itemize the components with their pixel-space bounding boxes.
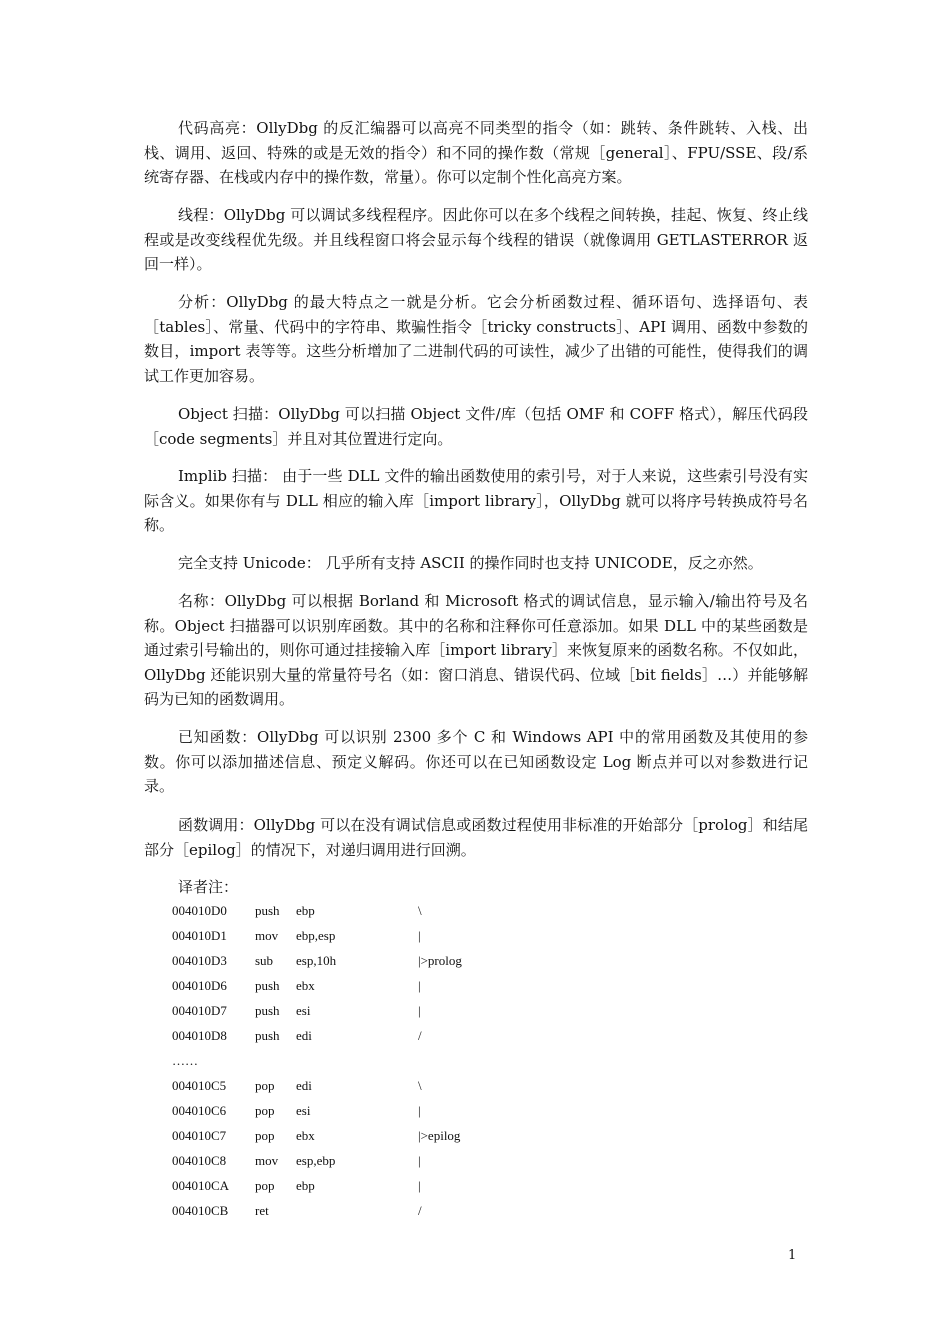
code-operand: ebx xyxy=(296,978,315,993)
paragraph-names: 名称：OllyDbg 可以根据 Borland 和 Microsoft 格式的调试信息，显示输入/输出符号及名称。Object 扫描器可以识别库函数。其中的名称和注释你可任意添加。如果 DLL 中的某些函数是通过索引号输出的，则你可通过挂接输入库［import library］来恢复原来的函数名称。不仅如此，OllyDbg 还能识别大量的常量符号名（如：窗口消息、错误代码、位域［bit fields］…）并能够解码为已知的函数调用。 xyxy=(144,592,808,709)
code-operand: edi xyxy=(296,1078,312,1093)
code-operand: ebx xyxy=(296,1128,315,1143)
code-operand: esi xyxy=(296,1103,311,1118)
code-line xyxy=(172,898,672,923)
code-annotation: |>epilog xyxy=(418,1128,461,1143)
code-line xyxy=(172,923,672,948)
translator-note-label: 译者注： xyxy=(178,878,239,896)
code-address: …… xyxy=(172,1053,198,1068)
code-opcode: push xyxy=(255,903,280,918)
code-operand: esi xyxy=(296,1003,311,1018)
code-annotation: / xyxy=(418,1203,422,1218)
code-line xyxy=(172,1173,672,1198)
code-annotation: | xyxy=(418,978,421,993)
paragraph-call-stack: 函数调用：OllyDbg 可以在没有调试信息或函数过程使用非标准的开始部分［prolog］和结尾部分［epilog］的情况下，对递归调用进行回溯。 xyxy=(144,816,808,859)
code-address: 004010D1 xyxy=(172,928,227,943)
code-line xyxy=(172,1023,672,1048)
code-opcode: pop xyxy=(255,1178,275,1193)
code-operand: ebp xyxy=(296,903,315,918)
code-annotation: \ xyxy=(418,1078,422,1093)
paragraph-implib-scan: Implib 扫描： 由于一些 DLL 文件的输出函数使用的索引号，对于人来说，这些索引号没有实际含义。如果你有与 DLL 相应的输入库［import library］，OllyDbg 就可以将序号转换成符号名称。 xyxy=(144,467,808,535)
code-line xyxy=(172,1198,672,1223)
code-address: 004010D0 xyxy=(172,903,227,918)
code-line xyxy=(172,1148,672,1173)
code-annotation: / xyxy=(418,1028,422,1043)
page-number: 1 xyxy=(788,1248,797,1263)
code-opcode: mov xyxy=(255,1153,279,1168)
code-address: 004010D3 xyxy=(172,953,227,968)
code-address: 004010D7 xyxy=(172,1003,227,1018)
code-address: 004010C8 xyxy=(172,1153,227,1168)
code-opcode: ret xyxy=(255,1203,269,1218)
code-annotation: | xyxy=(418,928,421,943)
code-address: 004010C5 xyxy=(172,1078,227,1093)
code-annotation: | xyxy=(418,1003,421,1018)
paragraph-object-scan: Object 扫描：OllyDbg 可以扫描 Object 文件/库（包括 OMF 和 COFF 格式），解压代码段［code segments］并且对其位置进行定向。 xyxy=(144,405,808,448)
code-operand: ebp,esp xyxy=(296,928,336,943)
code-annotation: \ xyxy=(418,903,422,918)
code-opcode: mov xyxy=(255,928,279,943)
code-address: 004010CB xyxy=(172,1203,229,1218)
code-line xyxy=(172,948,672,973)
code-operand: esp,10h xyxy=(296,953,337,968)
code-opcode: pop xyxy=(255,1128,275,1143)
code-address: 004010CA xyxy=(172,1178,230,1193)
code-opcode: sub xyxy=(255,953,274,968)
code-line xyxy=(172,1098,672,1123)
code-address: 004010D6 xyxy=(172,978,227,993)
code-annotation: | xyxy=(418,1153,421,1168)
paragraph-highlighting: 代码高亮：OllyDbg 的反汇编器可以高亮不同类型的指令（如：跳转、条件跳转、入栈、出栈、调用、返回、特殊的或是无效的指令）和不同的操作数（常规［general］、FPU/SSE、段/系统寄存器、在栈或内存中的操作数，常量）。你可以定制个性化高亮方案。 xyxy=(144,119,808,187)
code-address: 004010C6 xyxy=(172,1103,227,1118)
code-line xyxy=(172,998,672,1023)
code-operand: esp,ebp xyxy=(296,1153,336,1168)
code-line xyxy=(172,1048,672,1073)
paragraph-threads: 线程：OllyDbg 可以调试多线程程序。因此你可以在多个线程之间转换，挂起、恢复、终止线程或是改变线程优先级。并且线程窗口将会显示每个线程的错误（就像调用 GETLASTERROR 返回一样）。 xyxy=(144,206,808,274)
code-opcode: push xyxy=(255,1003,280,1018)
code-line xyxy=(172,1073,672,1098)
code-annotation: |>prolog xyxy=(418,953,462,968)
code-opcode: push xyxy=(255,1028,280,1043)
code-annotation: | xyxy=(418,1103,421,1118)
code-address: 004010C7 xyxy=(172,1128,227,1143)
code-line xyxy=(172,1123,672,1148)
code-opcode: pop xyxy=(255,1078,275,1093)
code-opcode: push xyxy=(255,978,280,993)
code-annotation: | xyxy=(418,1178,421,1193)
paragraph-unicode: 完全支持 Unicode： 几乎所有支持 ASCII 的操作同时也支持 UNICODE，反之亦然。 xyxy=(178,554,763,572)
code-line xyxy=(172,973,672,998)
code-operand: edi xyxy=(296,1028,312,1043)
code-address: 004010D8 xyxy=(172,1028,227,1043)
code-listing xyxy=(172,898,672,1223)
paragraph-analysis: 分析：OllyDbg 的最大特点之一就是分析。它会分析函数过程、循环语句、选择语句、表［tables］、常量、代码中的字符串、欺骗性指令［tricky constructs］、API 调用、函数中参数的数目，import 表等等。这些分析增加了二进制代码的可读性，减少了出错的可能性，使得我们的调试工作更加容易。 xyxy=(144,293,808,385)
code-operand: ebp xyxy=(296,1178,315,1193)
paragraph-known-functions: 已知函数：OllyDbg 可以识别 2300 多个 C 和 Windows API 中的常用函数及其使用的参数。你可以添加描述信息、预定义解码。你还可以在已知函数设定 Log 断点并可以对参数进行记录。 xyxy=(144,728,808,796)
code-opcode: pop xyxy=(255,1103,275,1118)
